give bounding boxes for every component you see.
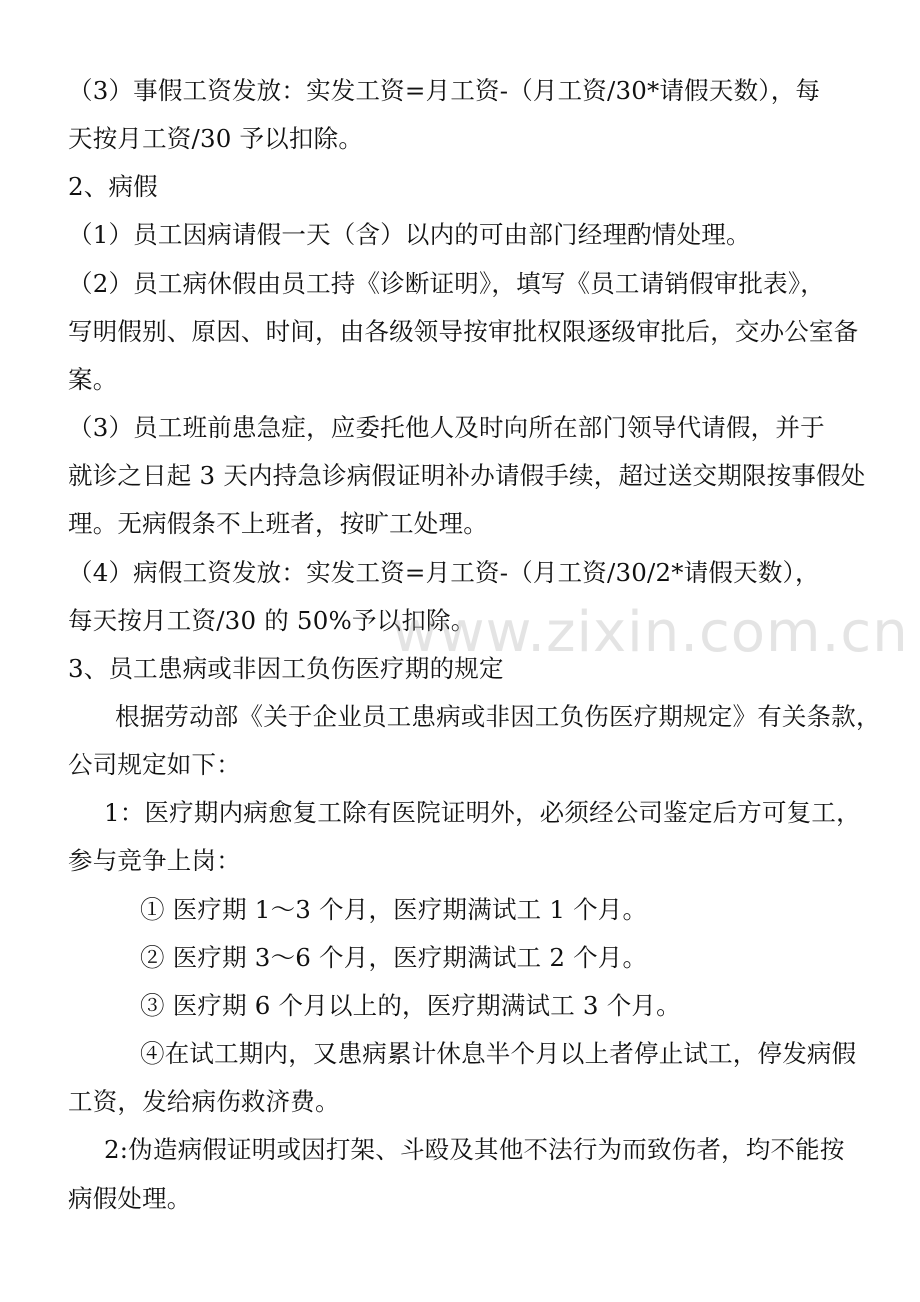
- text-line: 病假处理。: [68, 1184, 192, 1213]
- list-item: ③ 医疗期 6 个月以上的，医疗期满试工 3 个月。: [140, 991, 681, 1020]
- text-line: （3）事假工资发放：实发工资=月工资-（月工资/30*请假天数），每: [68, 76, 821, 105]
- text-line: 案。: [68, 365, 118, 394]
- text-line: （4）病假工资发放：实发工资=月工资-（月工资/30/2*请假天数），: [68, 558, 820, 587]
- text-line: 写明假别、原因、时间，由各级领导按审批权限逐级审批后，交办公室备: [68, 317, 859, 346]
- list-item: ② 医疗期 3～6 个月，医疗期满试工 2 个月。: [140, 943, 648, 972]
- list-item: ① 医疗期 1～3 个月，医疗期满试工 1 个月。: [140, 895, 648, 924]
- watermark-text: www.zixin.com.cn: [392, 600, 909, 665]
- text-line: 天按月工资/30 予以扣除。: [68, 124, 364, 153]
- text-line: 1：医疗期内病愈复工除有医院证明外，必须经公司鉴定后方可复工，: [104, 798, 861, 827]
- text-line: （3）员工班前患急症，应委托他人及时向所在部门领导代请假，并于: [68, 413, 825, 442]
- text-line: （2）员工病休假由员工持《诊断证明》，填写《员工请销假审批表》，: [68, 269, 825, 298]
- list-item: ④在试工期内，又患病累计休息半个月以上者停止试工，停发病假: [140, 1039, 857, 1068]
- text-line: 每天按月工资/30 的 50%予以扣除。: [68, 606, 476, 635]
- text-line: 根据劳动部《关于企业员工患病或非因工负伤医疗期规定》有关条款，: [115, 702, 881, 731]
- text-line: 2:伪造病假证明或因打架、斗殴及其他不法行为而致伤者，均不能按: [104, 1135, 845, 1164]
- text-line: 就诊之日起 3 天内持急诊病假证明补办请假手续，超过送交期限按事假处: [68, 461, 866, 490]
- text-line: 工资，发给病伤救济费。: [68, 1087, 340, 1116]
- text-line: 参与竞争上岗：: [68, 846, 241, 875]
- text-line: 公司规定如下：: [68, 750, 241, 779]
- text-line: （1）员工因病请假一天（含）以内的可由部门经理酌情处理。: [68, 220, 751, 249]
- section-heading: 3、员工患病或非因工负伤医疗期的规定: [68, 654, 504, 683]
- section-heading: 2、病假: [68, 172, 158, 201]
- text-line: 理。无病假条不上班者，按旷工处理。: [68, 509, 488, 538]
